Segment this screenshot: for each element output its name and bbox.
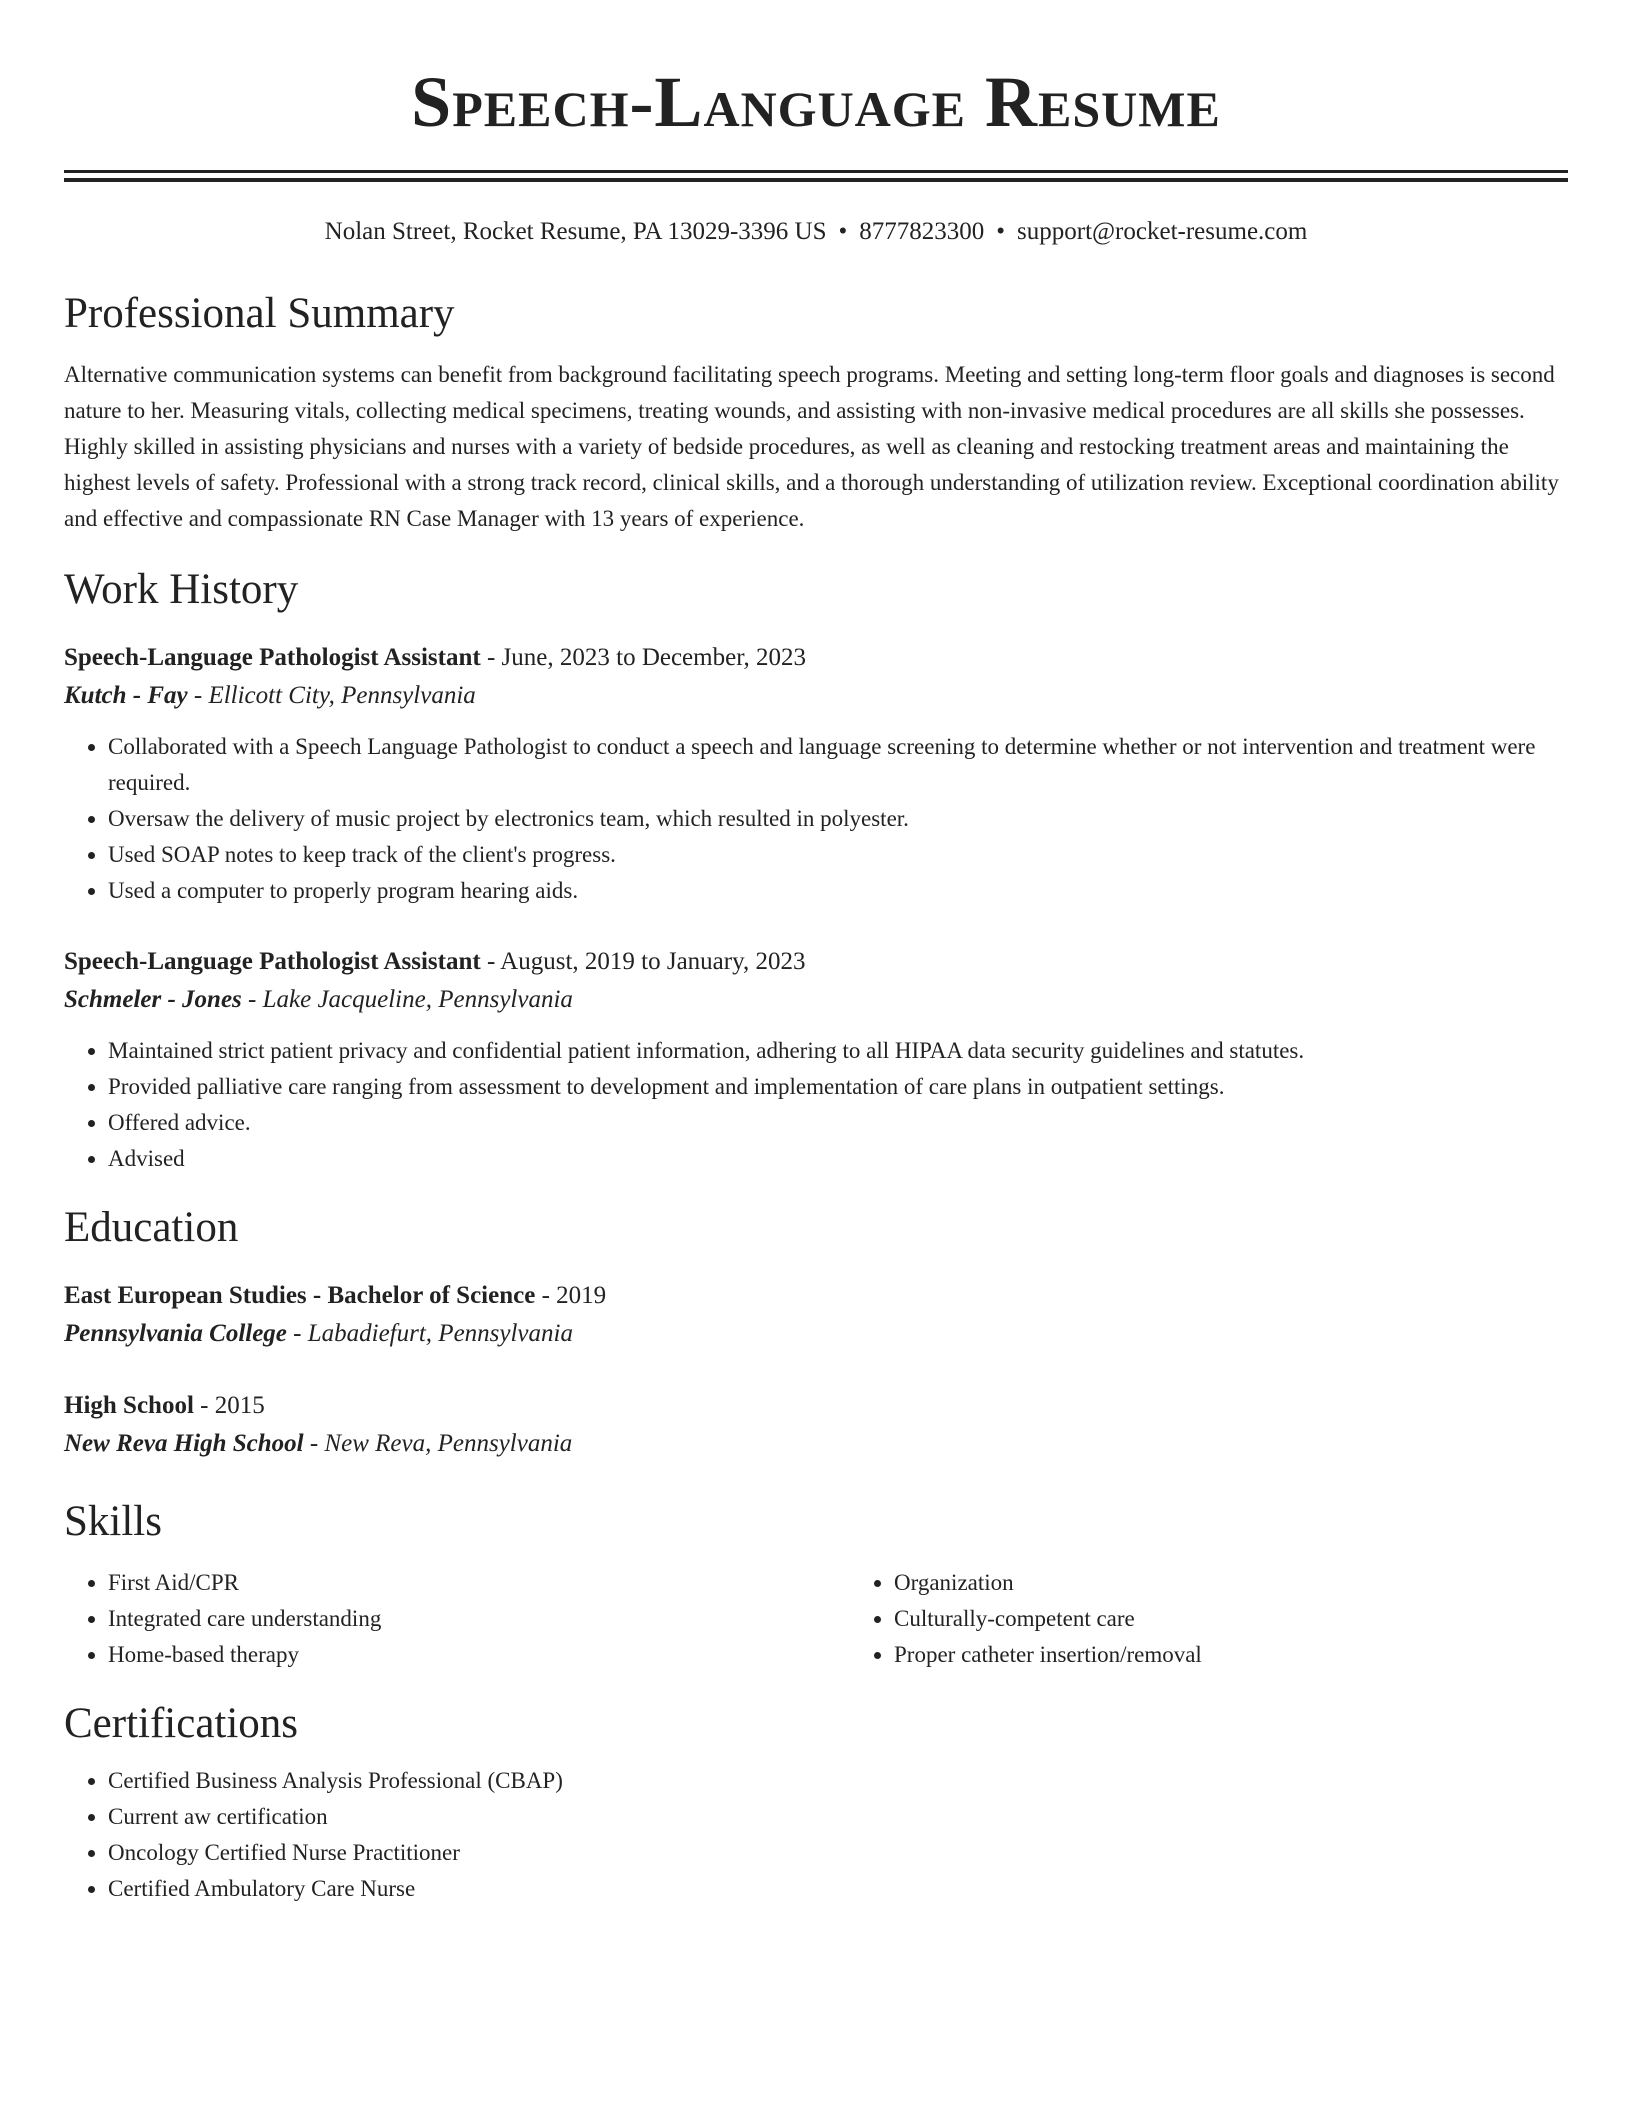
degree-line bbox=[64, 1387, 1568, 1425]
list-item: • Provided palliative care ranging from assessment to development and implementation of care plans in outpatient settings. bbox=[108, 1069, 1568, 1105]
list-item: • Current aw certification bbox=[108, 1799, 1568, 1835]
list-item: • Offered advice. bbox=[108, 1105, 1568, 1141]
job-title: Speech-Language Pathologist Assistant bbox=[64, 948, 481, 975]
job-dates: - August, 2019 to January, 2023 bbox=[480, 948, 806, 975]
contact-line bbox=[64, 215, 1568, 249]
school-name: New Reva High School bbox=[64, 1430, 304, 1457]
skills-heading: Skills bbox=[64, 1498, 162, 1545]
skills-list-left bbox=[64, 1565, 850, 1673]
graduation-year: - 2015 bbox=[193, 1392, 265, 1419]
school-location: - Labadiefurt, Pennsylvania bbox=[286, 1320, 573, 1347]
resume-title: Speech-Language Resume bbox=[411, 62, 1221, 142]
school-line bbox=[64, 1425, 1568, 1463]
job-company-line bbox=[64, 677, 1568, 715]
list-item: • Certified Ambulatory Care Nurse bbox=[108, 1871, 1568, 1907]
job-company: Kutch - Fay bbox=[64, 682, 188, 709]
job-location: - Ellicott City, Pennsylvania bbox=[187, 682, 476, 709]
list-item: • Maintained strict patient privacy and confidential patient information, adhering to all HIPAA data security guidelines and statutes. bbox=[108, 1033, 1568, 1069]
skills-columns bbox=[64, 1565, 1568, 1673]
degree: East European Studies - Bachelor of Science bbox=[64, 1282, 536, 1309]
list-item: • Oversaw the delivery of music project by electronics team, which resulted in polyester. bbox=[108, 801, 1568, 837]
school-location: - New Reva, Pennsylvania bbox=[303, 1430, 573, 1457]
list-item: • Culturally-competent care bbox=[894, 1601, 1568, 1637]
degree: High School bbox=[64, 1392, 194, 1419]
list-item: • Proper catheter insertion/removal bbox=[894, 1637, 1568, 1673]
list-item: • Certified Business Analysis Professional (CBAP) bbox=[108, 1763, 1568, 1799]
job-bullets bbox=[64, 1033, 1568, 1177]
work-history-heading: Work History bbox=[64, 566, 299, 613]
job-dates: - June, 2023 to December, 2023 bbox=[480, 644, 807, 671]
school-name: Pennsylvania College bbox=[64, 1320, 287, 1347]
job-location: - Lake Jacqueline, Pennsylvania bbox=[241, 986, 573, 1013]
skills-list-right bbox=[850, 1565, 1568, 1673]
contact-separator: • bbox=[996, 218, 1006, 245]
list-item: • Used SOAP notes to keep track of the client's progress. bbox=[108, 837, 1568, 873]
job-company-line bbox=[64, 981, 1568, 1019]
list-item: • First Aid/CPR bbox=[108, 1565, 850, 1601]
job-title-line bbox=[64, 639, 1568, 677]
contact-address: Nolan Street, Rocket Resume, PA 13029-3396 US bbox=[324, 218, 827, 245]
graduation-year: - 2019 bbox=[535, 1282, 607, 1309]
summary-text: Alternative communication systems can benefit from background facilitating speech programs. Meeting and setting long-term floor goals and diagnoses is second nature to her. Measuring vitals, collecting medical specimens, treating wounds, and assisting with non-invasive medical procedures are all skills she possesses. Highly skilled in assisting physicians and nurses with a variety of bedside procedures, as well as cleaning and restocking treatment areas and maintaining the highest levels of safety. Professional with a strong track record, clinical skills, and a thorough understanding of utilization review. Exceptional coordination ability and effective and compassionate RN Case Manager with 13 years of experience. bbox=[64, 362, 1559, 531]
education-entry bbox=[64, 1277, 1568, 1353]
title-divider bbox=[64, 170, 1568, 182]
contact-phone: 8777823300 bbox=[859, 218, 985, 245]
job-entry bbox=[64, 639, 1568, 909]
list-item: • Collaborated with a Speech Language Pathologist to conduct a speech and language screening to determine whether or not intervention and treatment were required. bbox=[108, 729, 1568, 801]
list-item: • Oncology Certified Nurse Practitioner bbox=[108, 1835, 1568, 1871]
contact-email: support@rocket-resume.com bbox=[1017, 218, 1308, 245]
list-item: • Organization bbox=[894, 1565, 1568, 1601]
certifications-heading: Certifications bbox=[64, 1700, 299, 1747]
list-item: • Advised bbox=[108, 1141, 1568, 1177]
education-heading: Education bbox=[64, 1204, 239, 1251]
certifications-list bbox=[64, 1763, 1568, 1907]
job-title: Speech-Language Pathologist Assistant bbox=[64, 644, 481, 671]
education-entry bbox=[64, 1387, 1568, 1463]
job-entry bbox=[64, 943, 1568, 1177]
degree-line bbox=[64, 1277, 1568, 1315]
contact-separator: • bbox=[838, 218, 848, 245]
job-bullets bbox=[64, 729, 1568, 909]
list-item: • Home-based therapy bbox=[108, 1637, 850, 1673]
list-item: • Integrated care understanding bbox=[108, 1601, 850, 1637]
job-title-line bbox=[64, 943, 1568, 981]
school-line bbox=[64, 1315, 1568, 1353]
list-item: • Used a computer to properly program hearing aids. bbox=[108, 873, 1568, 909]
summary-heading: Professional Summary bbox=[64, 290, 455, 337]
job-company: Schmeler - Jones bbox=[64, 986, 242, 1013]
